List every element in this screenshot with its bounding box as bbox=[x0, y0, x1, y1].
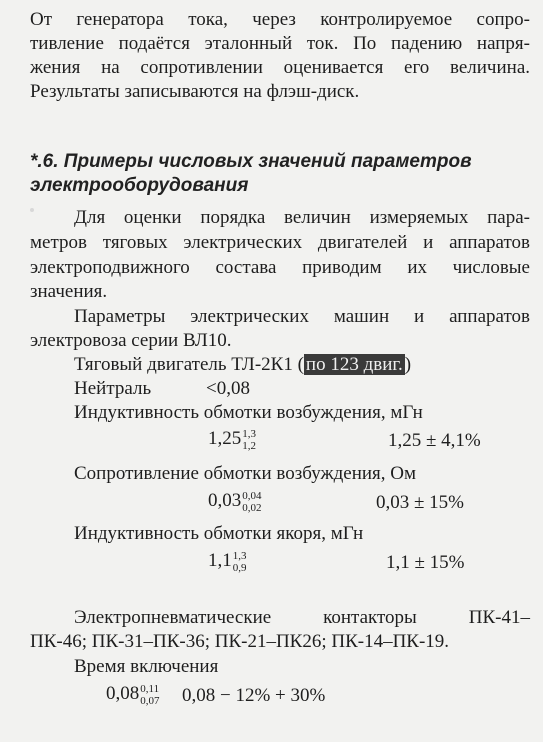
formula-sub: 0,02 bbox=[242, 502, 262, 514]
formula-sub: 0,9 bbox=[232, 562, 247, 574]
formula-sup: 1,3 bbox=[242, 428, 256, 440]
section-heading-line-1: *.6. Примеры числовых значений параметров bbox=[30, 151, 472, 172]
excitation-resistance-tolerance: 0,03 ± 15% bbox=[376, 492, 465, 513]
motor-title-text: Тяговый двигатель ТЛ-2К1 ( bbox=[74, 354, 304, 375]
intro-line-2: тивление подаётся эталонный ток. По падению напря- bbox=[30, 33, 530, 54]
formula-base: 1,25 bbox=[208, 428, 242, 450]
switch-time-formula bbox=[106, 683, 160, 707]
motor-title-close: ) bbox=[404, 354, 412, 375]
excitation-resistance-formula bbox=[208, 490, 262, 514]
para2-line-1: Параметры электрических машин и аппаратов bbox=[74, 306, 530, 327]
armature-inductance-tolerance: 1,1 ± 15% bbox=[386, 552, 465, 573]
para1-line-2: метров тяговых электрических двигателей и аппаратов bbox=[30, 232, 530, 253]
para1-line-4: значения. bbox=[30, 281, 108, 302]
excitation-inductance-tolerance: 1,25 ± 4,1% bbox=[388, 430, 481, 451]
intro-line-1: От генератора тока, через контролируемое сопро- bbox=[30, 9, 530, 30]
contactors-line-1: Электропневматические контакторы ПК-41– bbox=[74, 607, 530, 628]
formula-base: 1,1 bbox=[208, 550, 232, 572]
scan-speck bbox=[30, 208, 34, 212]
motor-title bbox=[74, 353, 411, 377]
formula-base: 0,08 bbox=[106, 683, 140, 705]
excitation-inductance-formula bbox=[208, 428, 256, 452]
neutral-value: <0,08 bbox=[206, 378, 250, 399]
para1-line-1: Для оценки порядка величин измеряемых пара- bbox=[74, 207, 530, 228]
contactors-line-2: ПК-46; ПК-31–ПК-36; ПК-21–ПК26; ПК-14–ПК-19. bbox=[30, 631, 450, 652]
formula-sub: 1,2 bbox=[242, 440, 256, 452]
formula-sup: 0,04 bbox=[242, 490, 262, 502]
armature-inductance-formula bbox=[208, 550, 247, 574]
switch-time-tolerance: 0,08 − 12% + 30% bbox=[182, 685, 326, 706]
section-heading-line-2: электрооборудования bbox=[30, 175, 249, 196]
formula-sup: 0,11 bbox=[140, 683, 160, 695]
para1-line-3: электроподвижного состава приводим их числовые bbox=[30, 257, 530, 278]
excitation-resistance-label: Сопротивление обмотки возбуждения, Ом bbox=[74, 463, 417, 484]
switch-time-label: Время включения bbox=[74, 656, 219, 677]
intro-line-4: Результаты записываются на флэш-диск. bbox=[30, 81, 360, 102]
neutral-label: Нейтраль bbox=[74, 378, 152, 399]
motor-highlight: по 123 двиг. bbox=[305, 354, 403, 375]
intro-line-3: жения на сопротивлении оценивается его величина. bbox=[30, 57, 530, 78]
excitation-inductance-label: Индуктивность обмотки возбуждения, мГн bbox=[74, 402, 423, 423]
formula-base: 0,03 bbox=[208, 490, 242, 512]
para2-line-2: электровоза серии ВЛ10. bbox=[30, 330, 232, 351]
armature-inductance-label: Индуктивность обмотки якоря, мГн bbox=[74, 523, 364, 544]
formula-sub: 0,07 bbox=[140, 695, 160, 707]
formula-sup: 1,3 bbox=[232, 550, 247, 562]
